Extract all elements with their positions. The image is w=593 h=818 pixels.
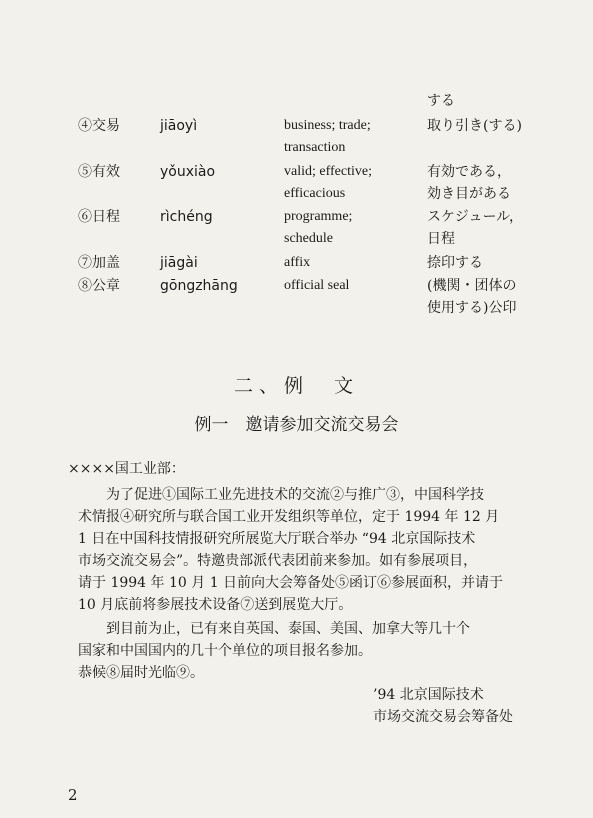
vocab-english xyxy=(284,252,310,274)
vocab-english xyxy=(284,206,352,250)
vocab-english-line: schedule xyxy=(284,231,333,246)
vocab-japanese-line: する xyxy=(427,93,455,109)
vocab-english-line: transaction xyxy=(284,140,346,155)
vocab-japanese-line: (機関・团体の xyxy=(427,278,517,294)
vocab-english-line: programme; xyxy=(284,209,353,224)
vocab-japanese xyxy=(427,275,516,319)
vocab-english xyxy=(284,115,371,159)
vocab-word: ⑧公章 xyxy=(78,278,120,294)
vocab-english-line: official seal xyxy=(284,278,350,293)
vocab-word: ④交易 xyxy=(78,118,120,134)
paragraph-line: 到目前为止，已有来自英国、泰国、美国、加拿大等几十个 xyxy=(78,621,470,637)
page-number: 2 xyxy=(68,786,78,804)
letter-salutation: ××××国工业部： xyxy=(68,461,185,477)
vocab-japanese-line: スケジュール， xyxy=(427,209,524,225)
letter-closing: 恭候⑧届时光临⑨。 xyxy=(78,665,204,681)
vocab-english-line: business; trade; xyxy=(284,118,371,133)
vocab-japanese-line: 捺印する xyxy=(427,255,483,271)
vocab-japanese xyxy=(427,90,455,112)
vocab-pinyin: yǒuxiào xyxy=(160,164,216,180)
vocab-word: ⑥日程 xyxy=(78,209,120,225)
section-heading: 二、例 文 xyxy=(233,375,359,397)
vocab-japanese xyxy=(427,206,523,250)
vocab-japanese-line: 日程 xyxy=(427,231,455,247)
vocab-english xyxy=(284,275,349,297)
paragraph-line: 10 月底前将参展技术设备⑦送到展览大厅。 xyxy=(78,597,353,613)
vocab-japanese xyxy=(427,252,483,274)
vocab-pinyin: rìchéng xyxy=(160,209,213,225)
vocab-english-line: affix xyxy=(284,255,311,270)
vocab-english xyxy=(284,161,372,205)
vocab-japanese-line: 有効である， xyxy=(427,164,511,180)
vocab-english-line: valid; effective; xyxy=(284,164,372,179)
vocab-japanese xyxy=(427,161,511,205)
vocab-japanese-line: 取り引き(する) xyxy=(427,118,522,134)
signature-line: ’94 北京国际技术 xyxy=(373,687,484,703)
letter-paragraph-2 xyxy=(78,618,548,662)
vocab-japanese-line: 効き目がある xyxy=(427,186,511,202)
vocab-japanese-line: 使用する)公印 xyxy=(427,300,517,316)
vocab-pinyin: jiāoyì xyxy=(160,118,198,134)
paragraph-line: 1 日在中国科技情报研究所展览大厅联合举办 “94 北京国际技术 xyxy=(78,531,476,547)
vocab-japanese xyxy=(427,115,522,137)
vocab-pinyin: jiāgài xyxy=(160,255,198,271)
vocab-word: ⑤有效 xyxy=(78,164,120,180)
letter-paragraph-1 xyxy=(78,484,548,616)
paragraph-line: 国家和中国国内的几十个单位的项目报名参加。 xyxy=(78,643,372,659)
example-title: 例一 邀请参加交流交易会 xyxy=(194,415,399,435)
letter-signature xyxy=(373,684,513,728)
paragraph-line: 市场交流交易会”。特邀贵部派代表团前来参加。如有参展项目， xyxy=(78,553,478,569)
vocab-english-line: efficacious xyxy=(284,186,346,201)
signature-line: 市场交流交易会筹备处 xyxy=(373,709,513,725)
paragraph-line: 请于 1994 年 10 月 1 日前向大会筹备处⑤函订⑥参展面积，并请于 xyxy=(78,575,504,591)
paragraph-line: 为了促进①国际工业先进技术的交流②与推广③，中国科学技 xyxy=(78,487,484,503)
paragraph-line: 术情报④研究所与联合国工业开发组织等单位，定于 1994 年 12 月 xyxy=(78,509,500,525)
vocab-pinyin: gōngzhāng xyxy=(160,278,238,294)
vocab-word: ⑦加盖 xyxy=(78,255,120,271)
